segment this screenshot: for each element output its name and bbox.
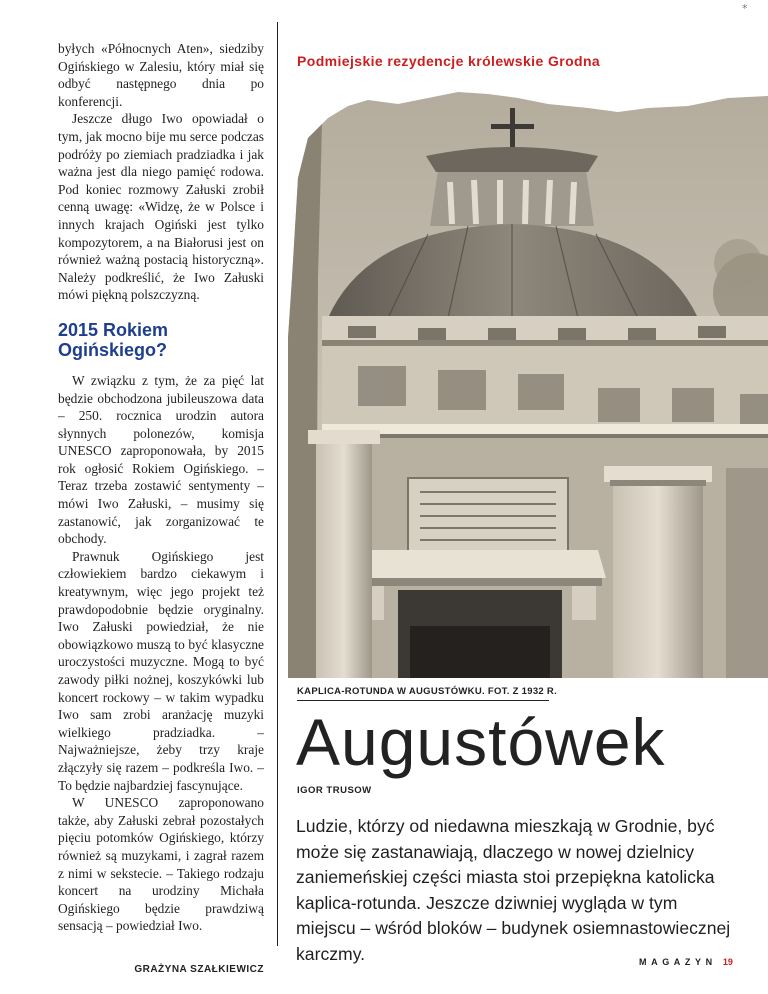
paragraph: Prawnuk Ogińskiego jest człowiekiem bardzo ciekawym i kreatywnym, więc jego projekt też prawdopodobnie będzie oryginalny. Iwo Załuski powiedział, że nie obowiązkowo muszą to być klasyczne uroczystości muzyczne. Mogą to być zawody piłki nożnej, koszykówki lub koncert rockowy – w takim wypadku Iwo sam zrobi aranżację muzyki wielkiego pradziadka. – Najważniejsze, żeby trzy kraje złączyły się razem – podkreśla Iwo. – To będzie najbardziej fascynujące.: [58, 548, 264, 793]
byline-left: GRAŻYNA SZAŁKIEWICZ: [134, 963, 264, 975]
article-title: Augustówek: [296, 705, 666, 779]
subheading: 2015 Rokiem Ogińskiego?: [58, 319, 169, 360]
article-lead: Ludzie, którzy od niedawna mieszkają w Grodnie, być może się zastanawiają, dlaczego w nowej dzielnicy zaniemeńskiej części miasta stoi przepiękna katolicka kaplica-rotunda. Jeszcze dziwniej wygląda w tym miejscu – wśród bloków – budynek osiemnastowiecznej karczmy.: [296, 816, 731, 964]
page-number: 19: [722, 957, 733, 967]
left-column: [58, 40, 264, 979]
page-footer: [639, 957, 733, 967]
article-author: IGOR TRUSOW: [297, 785, 372, 796]
column-divider: [277, 22, 278, 946]
corner-mark: *: [742, 2, 748, 15]
paragraph: W związku z tym, że za pięć lat będzie obchodzona jubileuszowa data – 250. rocznica urodzin autora słynnych polonezów, komisja UNESCO zaproponowała, by 2015 rok ogłosić Rokiem Ogińskiego. – Teraz trzeba zostawić sentymenty – mówi Iwo Załuski, – musimy się zastanowić, jak zorganizować te obchody.: [58, 372, 264, 547]
chapel-rotunda-photo: [288, 78, 768, 678]
paragraph: W UNESCO zaproponowano także, aby Załuski zebrał pozostałych pięciu potomków Ogińskiego, którzy również są muzykami, i zagrał razem z nimi w sekstecie. – Takiego rodzaju koncert na urodziny Michała Ogińskiego będzie prawdziwą sensacją – powiedział Iwo.: [58, 795, 264, 934]
photo-caption: KAPLICA-ROTUNDA W AUGUSTÓWKU. FOT. Z 1932 R.: [297, 686, 549, 701]
paragraph: byłych «Północnych Aten», siedziby Ogińskiego w Zalesiu, który miał się odbyć następnego dnia po konferencji.: [58, 41, 264, 109]
paragraph: Jeszcze długo Iwo opowiadał o tym, jak mocno bije mu serce podczas podróży po ziemiach pradziadka i jak ważna jest dla niego pamięć rodowa. Pod koniec rozmowy Załuski zrobił cenną uwagę: «Widzę, że w Polsce i innych krajach Ogiński jest tylko kompozytorem, a na Białorusi jest on również ważną postacią historyczną». Należy podkreślić, że Iwo Załuski mówi piękną polszczyzną.: [58, 111, 264, 303]
magazine-name: MAGAZYN: [639, 957, 717, 967]
section-title: Podmiejskie rezydencje królewskie Grodna: [297, 53, 601, 69]
